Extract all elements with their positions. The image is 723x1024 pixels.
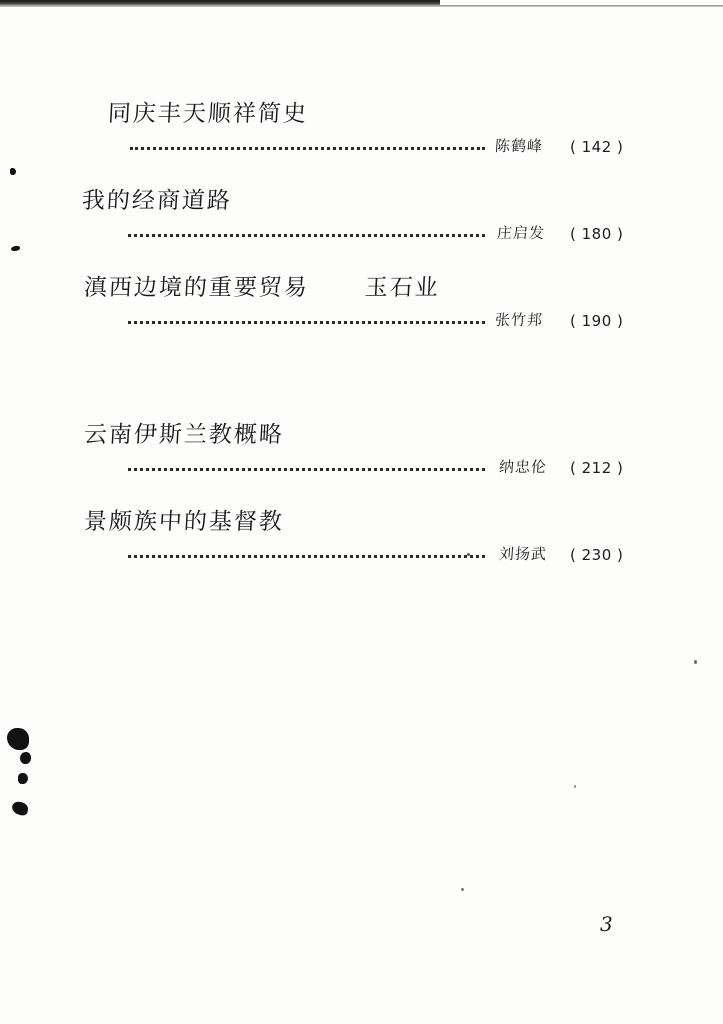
toc-entry bbox=[0, 416, 723, 477]
ink-blot-artifact bbox=[11, 801, 29, 816]
dust-speck-artifact bbox=[694, 660, 697, 664]
toc-entry-title: 同庆丰天顺祥简史 bbox=[107, 101, 309, 127]
toc-entry-page: ( 230 ) bbox=[570, 546, 624, 564]
toc-entry-title: 滇西边境的重要贸易 玉石业 bbox=[83, 275, 441, 301]
toc-entry-author: 纳忠伦 bbox=[498, 458, 548, 476]
page-folio-number: 3 bbox=[600, 912, 613, 936]
toc-leader-dots bbox=[128, 321, 485, 324]
toc-section-gap bbox=[0, 356, 723, 416]
toc-leader-dots bbox=[128, 468, 485, 471]
toc-entry bbox=[0, 269, 723, 330]
scan-edge-highlight bbox=[440, 0, 723, 5]
toc-entry-author: 陈鹤峰 bbox=[494, 137, 544, 155]
ink-blot-artifact bbox=[20, 752, 31, 764]
ink-blot-artifact bbox=[7, 728, 29, 750]
toc-entry bbox=[0, 503, 723, 564]
toc-entry-page: ( 142 ) bbox=[570, 138, 624, 156]
toc-leader-dots bbox=[130, 147, 485, 150]
toc-entry-page: ( 180 ) bbox=[570, 225, 624, 243]
toc-entry-title: 我的经商道路 bbox=[81, 188, 233, 214]
toc-entry-author: 庄启发 bbox=[496, 224, 546, 242]
toc-leader-row bbox=[0, 306, 723, 330]
toc-leader-row bbox=[0, 219, 723, 243]
toc-entry bbox=[0, 95, 723, 156]
toc-entry-title: 云南伊斯兰教概略 bbox=[83, 422, 285, 448]
toc-entry-author: 张竹邦 bbox=[494, 311, 544, 329]
toc-leader-row bbox=[0, 132, 723, 156]
toc-leader-dots bbox=[128, 234, 485, 237]
dust-speck-artifact bbox=[461, 888, 464, 891]
table-of-contents bbox=[0, 95, 723, 590]
toc-leader-dots bbox=[128, 555, 485, 558]
toc-leader-row bbox=[0, 540, 723, 564]
toc-entry bbox=[0, 182, 723, 243]
toc-entry-page: ( 212 ) bbox=[570, 459, 624, 477]
ink-blot-artifact bbox=[18, 773, 28, 784]
toc-entry-title: 景颇族中的基督教 bbox=[83, 509, 285, 535]
toc-entry-author: 刘扬武 bbox=[498, 545, 548, 563]
toc-entry-page: ( 190 ) bbox=[570, 312, 624, 330]
dust-speck-artifact bbox=[574, 785, 576, 788]
toc-leader-row bbox=[0, 453, 723, 477]
